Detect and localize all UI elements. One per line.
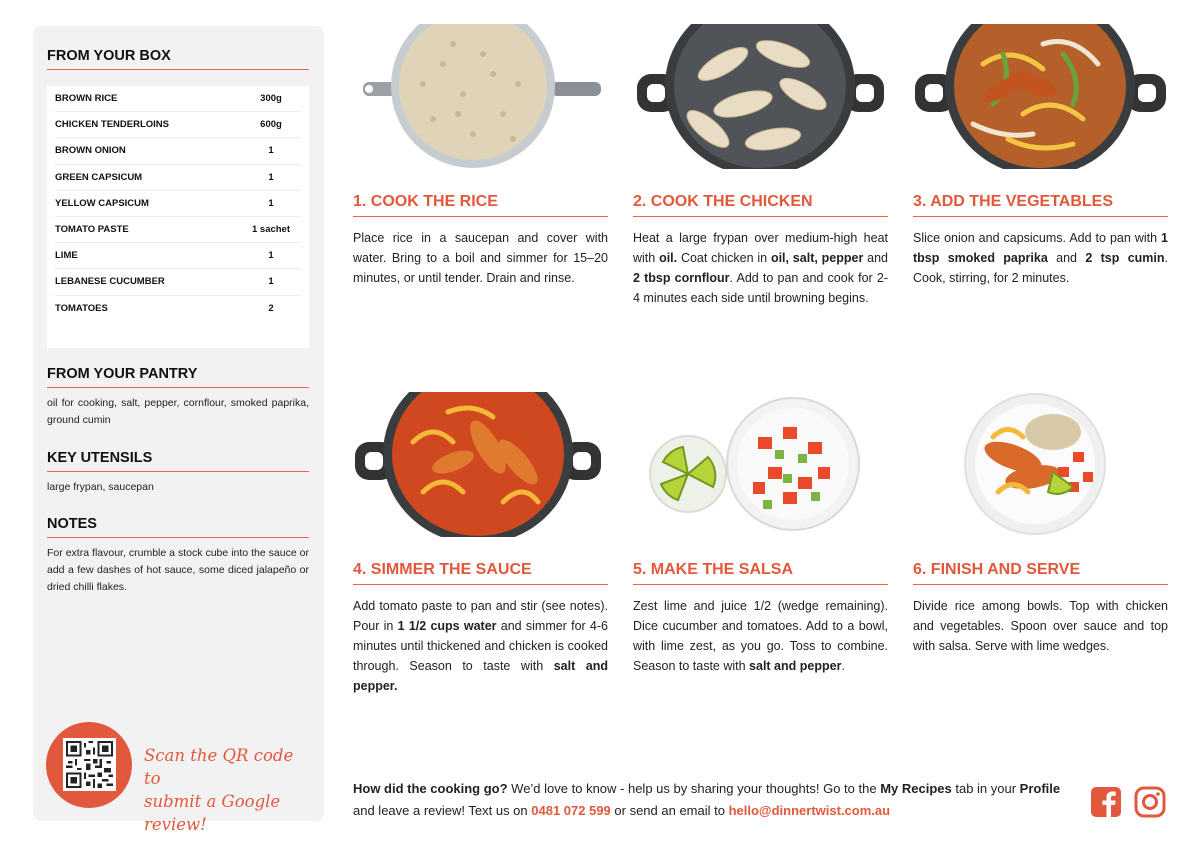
bold-text: salt and pepper	[749, 659, 842, 673]
utensils-heading: KEY UTENSILS	[47, 450, 309, 472]
box-item-qty: 1	[268, 145, 274, 157]
box-item-name: BROWN RICE	[55, 93, 118, 105]
box-item-row	[55, 296, 301, 322]
text-segment: and simmer for 4-6 minutes until thickened and chicken is cooked through. Season to taste with	[353, 619, 608, 673]
box-heading: FROM YOUR BOX	[47, 48, 309, 70]
box-item-name: CHICKEN TENDERLOINS	[55, 119, 170, 131]
step-4-title: 4. SIMMER THE SAUCE	[353, 561, 608, 585]
text-segment: .	[841, 659, 845, 673]
text-segment: Place rice in a saucepan and cover with water. Bring to a boil and simmer for 15–20 minutes, or until tender. Drain and rinse.	[353, 231, 608, 285]
text-segment: and	[1047, 251, 1086, 265]
step-1-title: 1. COOK THE RICE	[353, 193, 608, 217]
box-item-name: LEBANESE CUCUMBER	[55, 276, 165, 288]
bold-text: salt and pepper.	[353, 659, 608, 693]
bold-text: 1 1/2 cups water	[397, 619, 497, 633]
qr-caption-line2: submit a Google review!	[144, 792, 281, 834]
step-3-image	[913, 24, 1168, 169]
box-item-name: GREEN CAPSICUM	[55, 171, 143, 183]
box-item-row	[55, 138, 301, 164]
box-item-name: YELLOW CAPSICUM	[55, 197, 149, 209]
bold-text: 2 tsp cumin	[1085, 251, 1165, 265]
step-2-image	[633, 24, 888, 169]
pantry-heading: FROM YOUR PANTRY	[47, 366, 309, 388]
bold-text: 1 tbsp smoked paprika	[913, 231, 1168, 265]
box-item-qty: 600g	[260, 119, 282, 131]
box-item-row	[55, 112, 301, 138]
footer-text: How did the cooking go?	[353, 781, 508, 796]
phone-link[interactable]: 0481 072 599	[531, 803, 611, 818]
box-item-qty: 1	[268, 276, 274, 288]
text-segment: Add tomato paste to pan and stir (see notes). Pour in	[353, 599, 608, 633]
qr-code-icon[interactable]	[63, 738, 116, 791]
step-4-text	[353, 596, 608, 696]
review-footer	[353, 778, 1073, 822]
step-1-text	[353, 228, 608, 288]
email-link[interactable]: hello@dinnertwist.com.au	[728, 803, 891, 818]
footer-text: and leave a review! Text us on	[353, 803, 532, 818]
footer-text: tab in your	[951, 781, 1020, 796]
qr-caption-line1: Scan the QR code to	[144, 746, 294, 788]
step-1-image	[353, 24, 608, 169]
text-segment: . Cook, stirring, for 2 minutes.	[913, 251, 1168, 285]
footer-text: We’d love to know - help us by sharing your thoughts! Go to the	[507, 781, 881, 796]
footer-text: My Recipes	[880, 781, 952, 796]
step-6-title: 6. FINISH AND SERVE	[913, 561, 1168, 585]
bold-text: oil, salt, pepper	[770, 251, 864, 265]
text-segment: Heat a large frypan over medium-high heat with	[633, 231, 888, 265]
step-2-title: 2. COOK THE CHICKEN	[633, 193, 888, 217]
step-3-text	[913, 228, 1168, 288]
step-6-text	[913, 596, 1168, 656]
footer-text: Profile	[1019, 781, 1061, 796]
text-segment: and	[863, 251, 889, 265]
step-5-text	[633, 596, 888, 676]
bold-text: 2 tbsp cornflour	[633, 271, 730, 285]
notes-heading: NOTES	[47, 516, 309, 538]
text-segment: . Add to pan and cook for 2-4 minutes each side until browning begins.	[633, 271, 888, 305]
facebook-icon[interactable]	[1090, 786, 1122, 818]
box-item-qty: 2	[268, 303, 274, 315]
utensils-text: large frypan, saucepan	[47, 481, 154, 493]
qr-caption	[144, 744, 314, 836]
box-item-qty: 1 sachet	[251, 224, 291, 236]
box-item-row	[55, 165, 301, 191]
box-item-qty: 1	[268, 250, 274, 262]
text-segment: Coat chicken in	[677, 251, 771, 265]
ingredients-sidebar	[33, 26, 324, 834]
bold-text: oil.	[659, 251, 678, 265]
step-5-title: 5. MAKE THE SALSA	[633, 561, 888, 585]
box-item-qty: 1	[268, 197, 274, 209]
box-item-row	[55, 217, 301, 243]
box-item-name: BROWN ONION	[55, 145, 126, 157]
box-item-row	[55, 191, 301, 217]
box-item-qty: 300g	[260, 93, 282, 105]
box-item-row	[55, 243, 301, 269]
box-item-name: LIME	[55, 250, 78, 262]
footer-text: or send an email to	[610, 803, 729, 818]
box-item-row	[55, 269, 301, 295]
notes-text: For extra flavour, crumble a stock cube into the sauce or add a few dashes of hot sauce, some diced jalapeño or dried chilli flakes.	[47, 547, 309, 593]
text-segment: Divide rice among bowls. Top with chicken and vegetables. Spoon over sauce and top with salsa. Serve with lime wedges.	[913, 599, 1168, 653]
step-6-image	[913, 392, 1168, 537]
step-4-image	[353, 392, 608, 537]
step-2-text	[633, 228, 888, 308]
box-item-row	[55, 86, 301, 112]
box-item-name: TOMATOES	[55, 303, 108, 315]
text-segment: Slice onion and capsicums. Add to pan with	[913, 231, 1162, 245]
box-ingredients-table	[47, 86, 309, 348]
box-item-name: TOMATO PASTE	[55, 224, 129, 236]
instagram-icon[interactable]	[1134, 786, 1166, 818]
step-5-image	[633, 392, 888, 537]
text-segment: Zest lime and juice 1/2 (wedge remaining). Dice cucumber and tomatoes. Add to a bowl, with lime zest, as you go. Toss to combine. Season to taste with	[633, 599, 888, 673]
pantry-text: oil for cooking, salt, pepper, cornflour, smoked paprika, ground cumin	[47, 397, 309, 426]
qr-badge[interactable]	[46, 722, 132, 808]
step-3-title: 3. ADD THE VEGETABLES	[913, 193, 1168, 217]
box-item-qty: 1	[268, 171, 274, 183]
